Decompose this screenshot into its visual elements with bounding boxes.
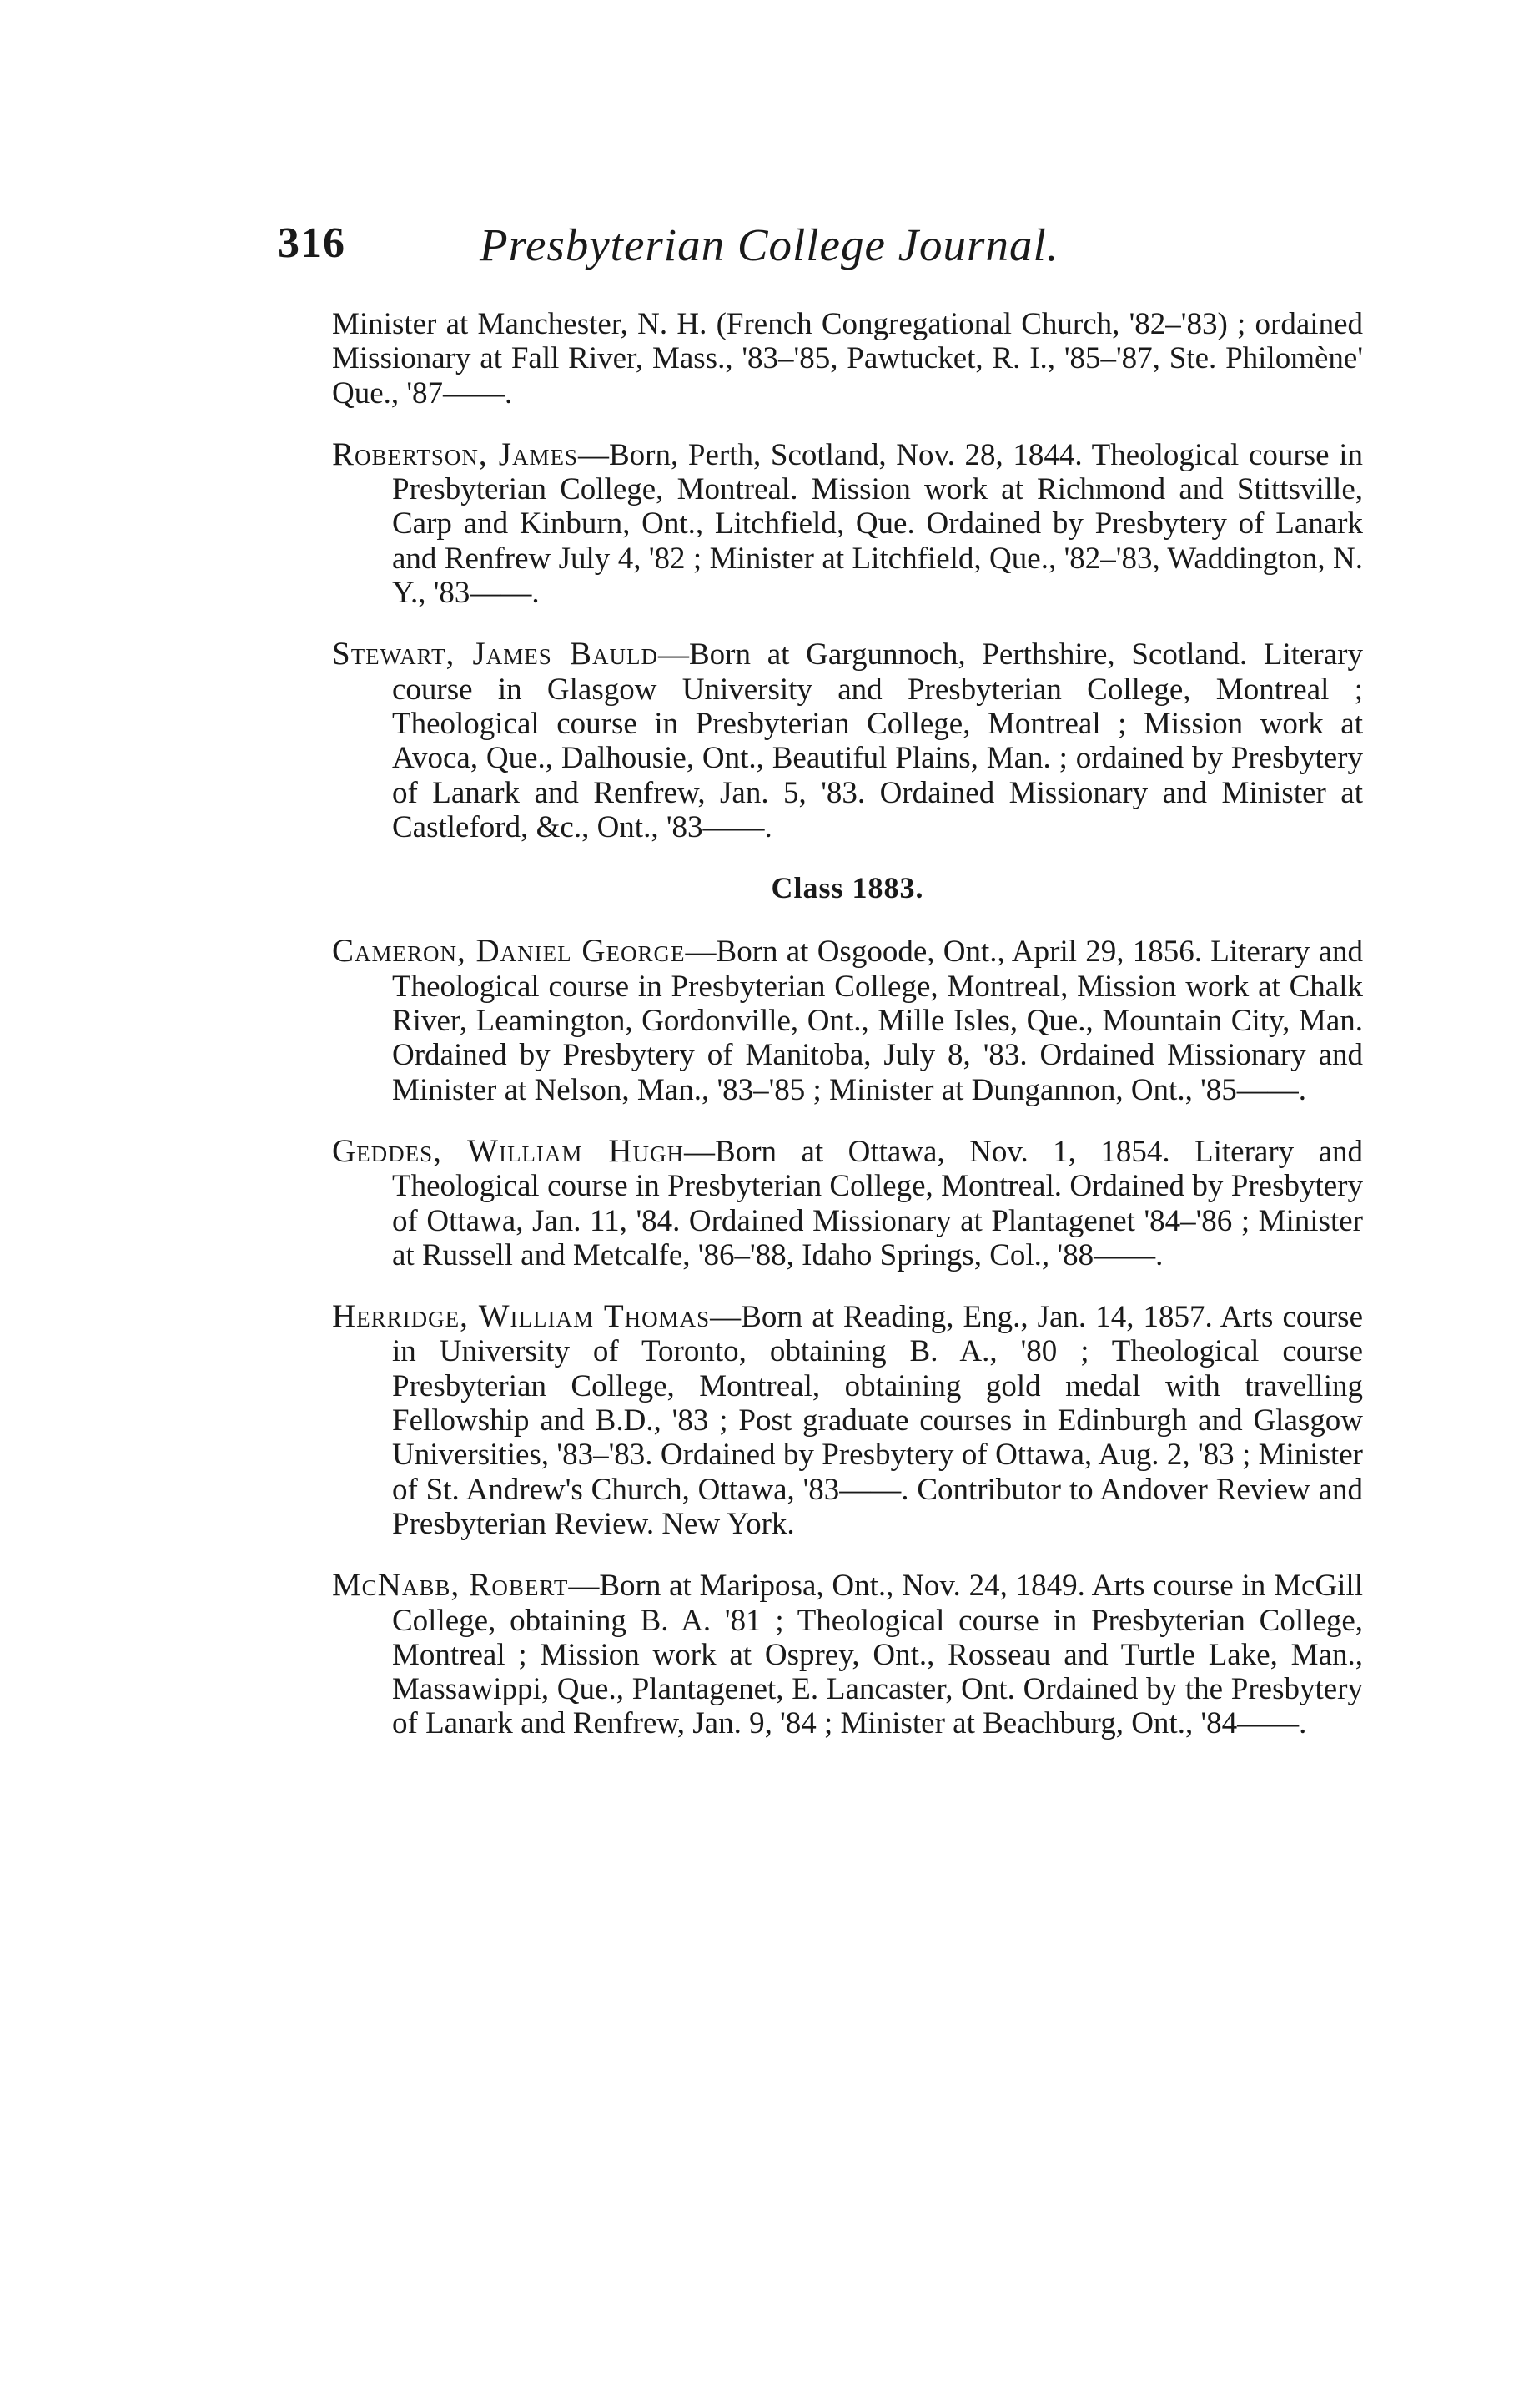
entry-continuation xyxy=(332,307,1363,411)
entry-name: Stewart, James Bauld xyxy=(332,636,658,673)
entry-text: —Born at Ottawa, Nov. 1, 1854. Literary and Theological course in Presbyterian College, Montreal. Ordained by Presbytery of Ottawa, Jan. 11, '84. Ordained Missionary at Plantagenet '84–'86 ; Minister at Russell and Metcalfe, '86–'88, Idaho Springs, Col., '88——. xyxy=(392,1134,1364,1272)
entry-text: —Born at Gargunnoch, Perthshire, Scotland. Literary course in Glasgow University and Presbyterian College, Montreal ; Theological course in Presbyterian College, Montreal ; Mission work at Avoca, Que., Dalhousie, Ont., Beautiful Plains, Man. ; ordained by Presbytery of Lanark and Renfrew, Jan. 5, '83. Ordained Missionary and Minister at Castleford, &c., Ont., '83——. xyxy=(392,637,1363,844)
entry-mcnabb xyxy=(332,1568,1363,1741)
entry-cameron xyxy=(332,934,1363,1106)
page-body xyxy=(332,307,1363,1768)
running-title: Presbyterian College Journal. xyxy=(480,219,1059,270)
entry-text: —Born at Reading, Eng., Jan. 14, 1857. Arts course in University of Toronto, obtaining B. A., '80 ; Theological course Presbyterian College, Montreal, obtaining gold medal with travelling Fellowship and B.D., '83 ; Post graduate courses in Edinburgh and Glasgow Universities, '83–'83. Ordained by Presbytery of Ottawa, Aug. 2, '83 ; Minister of St. Andrew's Church, Ottawa, '83——. Contributor to Andover Review and Presbyterian Review. New York. xyxy=(392,1300,1364,1541)
class-heading: Class 1883. xyxy=(771,871,924,905)
entry-herridge xyxy=(332,1299,1363,1541)
entry-name: McNabb, Robert xyxy=(332,1567,569,1604)
entry-text: —Born at Osgoode, Ont., April 29, 1856. Literary and Theological course in Presbyterian College, Montreal, Mission work at Chalk River, Leamington, Gordonville, Ont., Mille Isles, Que., Mountain City, Man. Ordained by Presbytery of Manitoba, July 8, '83. Ordained Missionary and Minister at Nelson, Man., '83–'85 ; Minister at Dungannon, Ont., '85——. xyxy=(392,934,1364,1107)
page-header xyxy=(0,219,1539,277)
entry-geddes xyxy=(332,1134,1363,1272)
entry-text: —Born, Perth, Scotland, Nov. 28, 1844. Theological course in Presbyterian College, Montreal. Mission work at Richmond and Stittsville, Carp and Kinburn, Ont., Litchfield, Que. Ordained by Presbytery of Lanark and Renfrew July 4, '82 ; Minister at Litchfield, Que., '82–'83, Waddington, N. Y., '83——. xyxy=(392,437,1363,611)
entry-name: Cameron, Daniel George xyxy=(332,933,686,970)
entry-stewart xyxy=(332,637,1363,844)
entry-name: Robertson, James xyxy=(332,436,578,472)
entry-robertson xyxy=(332,437,1363,610)
entry-text: Minister at Manchester, N. H. (French Congregational Church, '82–'83) ; ordained Missionary at Fall River, Mass., '83–'85, Pawtucket, R. I., '85–'87, Ste. Philomène' Que., '87——. xyxy=(332,307,1363,411)
entry-name: Geddes, William Hugh xyxy=(332,1132,685,1169)
page-number: 316 xyxy=(278,219,345,267)
entry-name: Herridge, William Thomas xyxy=(332,1298,711,1335)
entry-text: —Born at Mariposa, Ont., Nov. 24, 1849. Arts course in McGill College, obtaining B. A. '81 ; Theological course in Presbyterian College, Montreal ; Mission work at Osprey, Ont., Rosseau and Turtle Lake, Man., Massawippi, Que., Plantagenet, E. Lancaster, Ont. Ordained by the Presbytery of Lanark and Renfrew, Jan. 9, '84 ; Minister at Beachburg, Ont., '84——. xyxy=(392,1569,1363,1741)
